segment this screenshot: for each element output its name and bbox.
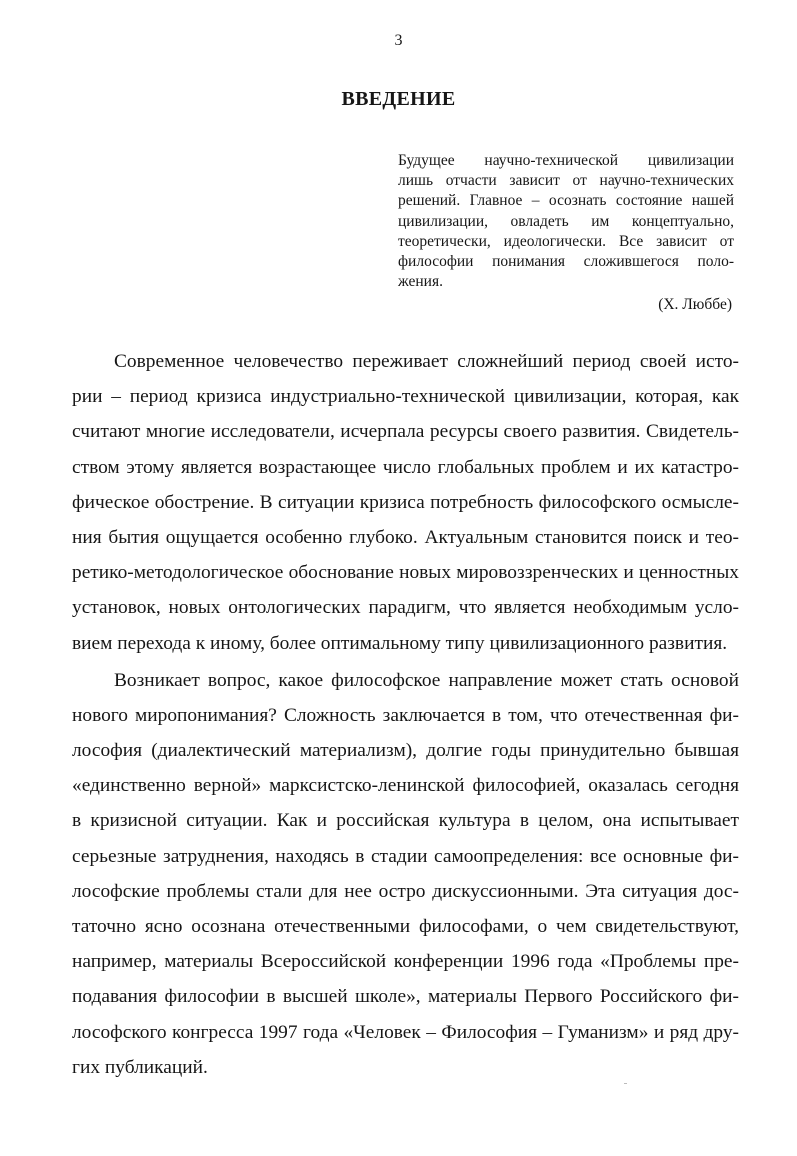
epigraph-line: цивилизации, овладеть им концептуально, [398,212,734,230]
epigraph-line: теоретически, идеологически. Все зависит от [398,232,734,250]
paragraph-line: нового миропонимания? Сложность заключается в том, что отечественная фи- [72,704,739,726]
paragraph [72,663,739,1085]
paragraph-line: Возникает вопрос, какое философское направление может стать основой [114,669,739,691]
paragraph-line: подавания философии в высшей школе», материалы Первого Российского фи- [72,986,739,1008]
paragraph-line: «единственно верной» марксистско-ленинской философией, оказалась сегодня [72,775,739,797]
paragraph-line: установок, новых онтологических парадигм, что является необходимым усло- [72,597,739,619]
paragraph-line: лософия (диалектический материализм), долгие годы принудительно бывшая [72,740,739,762]
page-number: 3 [394,32,403,49]
paragraph-line: считают многие исследователи, исчерпала ресурсы своего развития. Свидетель- [72,421,739,443]
paragraph-line: ния бытия ощущается особенно глубоко. Актуальным становится поиск и тео- [72,526,739,548]
epigraph-line: решений. Главное – осознать состояние нашей [398,192,734,210]
paragraph-line: гих публикаций. [72,1056,208,1078]
paragraph-line: лософского конгресса 1997 года «Человек – Философия – Гуманизм» и ряд дру- [72,1021,739,1043]
paragraph [72,344,739,661]
paragraph-line: ретико-методологическое обоснование новых мировоззренческих и ценностных [72,562,739,584]
paragraph-line: серьезные затруднения, находясь в стадии самоопределения: все основные фи- [72,845,739,867]
paragraph-line: в кризисной ситуации. Как и российская культура в целом, она испытывает [72,810,739,832]
epigraph-line: философии понимания сложившегося поло- [398,252,734,270]
epigraph-line: Будущее научно-технической цивилизации [398,152,734,169]
paragraph-line: таточно ясно осознана отечественными философами, о чем свидетельствуют, [72,916,739,937]
paragraph-line: рии – период кризиса индустриально-технической цивилизации, которая, как [72,386,739,408]
section-title: ВВЕДЕНИЕ [341,88,456,110]
paragraph-line: лософские проблемы стали для нее остро дискуссионными. Эта ситуация дос- [72,880,739,902]
paragraph-line: фическое обострение. В ситуации кризиса потребность философского осмысле- [72,491,739,513]
paragraph-line: вием перехода к иному, более оптимальному типу цивилизационного развития. [72,632,728,654]
body-text [72,344,739,1085]
paragraph-line: например, материалы Всероссийской конференции 1996 года «Проблемы пре- [72,951,739,973]
epigraph-line: лишь отчасти зависит от научно-технических [398,172,734,190]
epigraph-author: (Х. Люббе) [658,296,732,314]
epigraph-line: жения. [398,273,443,291]
paragraph-line: ством этому является возрастающее число глобальных проблем и их катастро- [72,456,739,478]
paragraph-line: Современное человечество переживает сложнейший период своей исто- [114,351,739,372]
scan-speck [624,1083,627,1084]
epigraph [398,151,734,316]
